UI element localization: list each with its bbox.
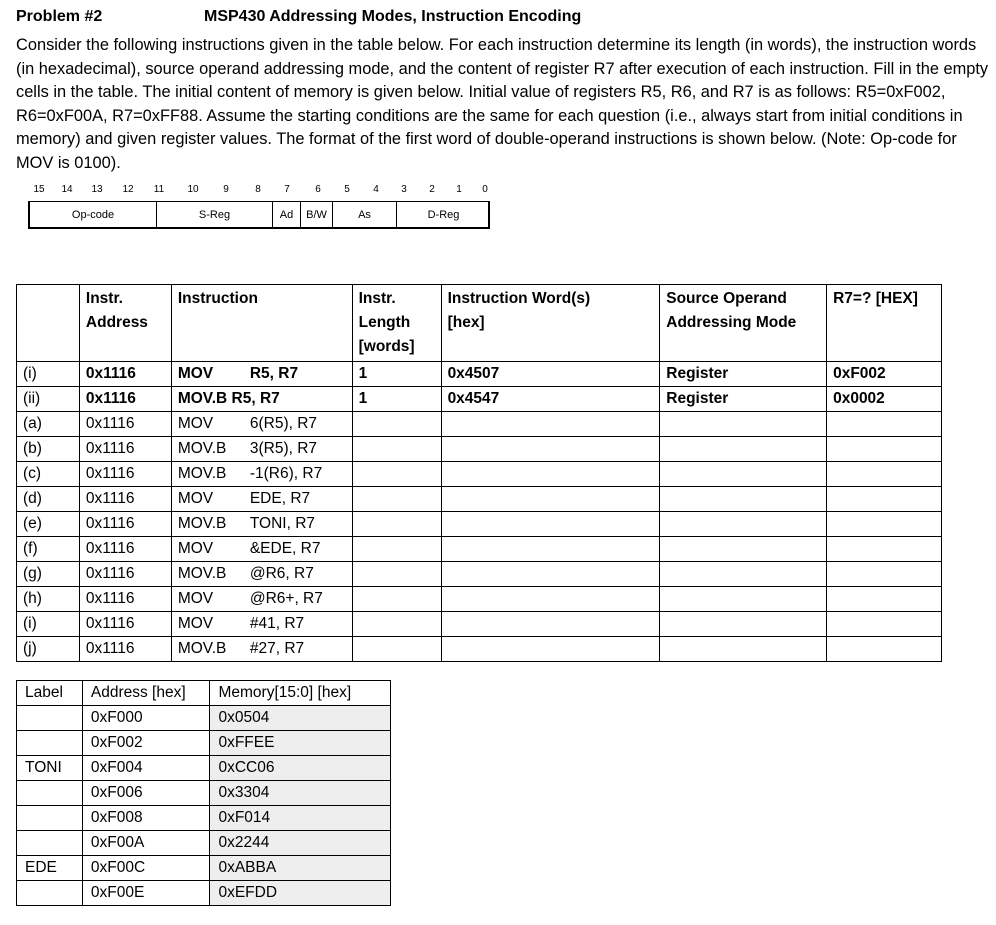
opcode-mnemonic: MOV.B	[177, 465, 227, 482]
table-row	[17, 487, 942, 512]
r7-value	[827, 412, 942, 437]
problem-number: Problem #2	[16, 8, 103, 25]
instr-length: 1	[352, 362, 441, 387]
addressing-mode	[660, 537, 827, 562]
instr-address: 0x1116	[79, 612, 171, 637]
header-r7: R7=? [HEX]	[827, 285, 942, 362]
memory-row	[17, 881, 391, 906]
operands: R5, R7	[249, 365, 299, 382]
field-ad: Ad	[272, 202, 300, 227]
opcode-mnemonic: MOV	[177, 590, 214, 607]
bit-number: 4	[373, 184, 379, 195]
memory-address: 0xF00A	[82, 831, 210, 856]
opcode-mnemonic: MOV	[177, 615, 214, 632]
instr-words	[441, 612, 660, 637]
memory-value: 0xEFDD	[210, 881, 391, 906]
instruction	[171, 512, 352, 537]
instruction	[171, 637, 352, 662]
row-id: (j)	[17, 637, 80, 662]
table-row	[17, 587, 942, 612]
table-row	[17, 512, 942, 537]
addressing-mode: Register	[660, 362, 827, 387]
memory-row	[17, 731, 391, 756]
header-words: Instruction Word(s) [hex]	[441, 285, 660, 362]
instr-address: 0x1116	[79, 587, 171, 612]
opcode-mnemonic: MOV.B	[177, 565, 227, 582]
memory-header-value: Memory[15:0] [hex]	[210, 681, 391, 706]
field-as: As	[332, 202, 396, 227]
memory-row	[17, 781, 391, 806]
instr-length	[352, 487, 441, 512]
memory-value: 0x0504	[210, 706, 391, 731]
memory-address: 0xF004	[82, 756, 210, 781]
addressing-mode	[660, 587, 827, 612]
addressing-mode	[660, 637, 827, 662]
bit-number: 13	[91, 184, 103, 195]
bit-number: 0	[482, 184, 488, 195]
table-header-row	[17, 285, 942, 362]
instr-words: 0x4547	[441, 387, 660, 412]
header-mode: Source Operand Addressing Mode	[660, 285, 827, 362]
instruction-format-diagram	[28, 201, 490, 229]
instr-words	[441, 462, 660, 487]
instr-address: 0x1116	[79, 637, 171, 662]
memory-label	[17, 781, 83, 806]
problem-subject: MSP430 Addressing Modes, Instruction Encoding	[204, 8, 582, 25]
bit-number: 1	[456, 184, 462, 195]
bit-numbers	[0, 184, 520, 198]
field-sreg: S-Reg	[156, 202, 272, 227]
memory-header-address: Address [hex]	[82, 681, 210, 706]
instr-words: 0x4507	[441, 362, 660, 387]
row-id: (f)	[17, 537, 80, 562]
r7-value	[827, 537, 942, 562]
r7-value	[827, 637, 942, 662]
table-row	[17, 362, 942, 387]
instr-words	[441, 562, 660, 587]
header-id	[17, 285, 80, 362]
header-length: Instr. Length [words]	[352, 285, 441, 362]
row-id: (b)	[17, 437, 80, 462]
instr-address: 0x1116	[79, 437, 171, 462]
table-row	[17, 612, 942, 637]
row-id: (i)	[17, 612, 80, 637]
memory-value: 0x3304	[210, 781, 391, 806]
instr-address: 0x1116	[79, 362, 171, 387]
operands: &EDE, R7	[249, 540, 321, 557]
table-row	[17, 437, 942, 462]
memory-label: EDE	[17, 856, 83, 881]
instr-length	[352, 637, 441, 662]
memory-row	[17, 831, 391, 856]
opcode-mnemonic: MOV.B	[177, 440, 227, 457]
memory-label: TONI	[17, 756, 83, 781]
instr-length	[352, 587, 441, 612]
operands: @R6+, R7	[249, 590, 323, 607]
memory-label	[17, 881, 83, 906]
instruction	[171, 487, 352, 512]
memory-label	[17, 806, 83, 831]
instr-words	[441, 487, 660, 512]
instr-length	[352, 512, 441, 537]
memory-address: 0xF00C	[82, 856, 210, 881]
r7-value	[827, 462, 942, 487]
bit-number: 14	[61, 184, 73, 195]
r7-value	[827, 562, 942, 587]
row-id: (c)	[17, 462, 80, 487]
row-id: (ii)	[17, 387, 80, 412]
instr-address: 0x1116	[79, 462, 171, 487]
bit-number: 11	[153, 184, 165, 195]
bit-number: 2	[429, 184, 435, 195]
memory-value: 0xCC06	[210, 756, 391, 781]
memory-value: 0xABBA	[210, 856, 391, 881]
addressing-mode: Register	[660, 387, 827, 412]
instruction	[171, 387, 352, 412]
bit-number: 12	[122, 184, 134, 195]
memory-row	[17, 856, 391, 881]
addressing-mode	[660, 562, 827, 587]
memory-table	[16, 680, 391, 906]
instruction-table	[16, 284, 942, 662]
instr-words	[441, 537, 660, 562]
memory-header-row	[17, 681, 391, 706]
instr-length	[352, 562, 441, 587]
row-id: (i)	[17, 362, 80, 387]
problem-statement: Consider the following instructions given in the table below. For each instruction determine its length (in words), the instruction words (in hexadecimal), source operand addressing mode, and the content of register R7 after execution of each instruction. Fill in the empty cells in the table. The initial content of memory is given below. Initial value of registers R5, R6, and R7 is as follows: R5=0xF002, R6=0xF00A, R7=0xFF88. Assume the starting conditions are the same for each question (i.e., always start from initial conditions in memory) and given register values. The format of the first word of double-operand instructions is shown below. (Note: Op-code for MOV is 0100).	[16, 36, 989, 172]
r7-value	[827, 437, 942, 462]
bit-number: 5	[344, 184, 350, 195]
operands: TONI, R7	[249, 515, 316, 532]
instr-words	[441, 437, 660, 462]
r7-value	[827, 487, 942, 512]
operands: 6(R5), R7	[249, 415, 318, 432]
instr-words	[441, 512, 660, 537]
row-id: (d)	[17, 487, 80, 512]
memory-label	[17, 731, 83, 756]
instr-address: 0x1116	[79, 412, 171, 437]
header-address: Instr. Address	[79, 285, 171, 362]
addressing-mode	[660, 412, 827, 437]
opcode-mnemonic: MOV	[177, 415, 214, 432]
addressing-mode	[660, 437, 827, 462]
memory-header-label: Label	[17, 681, 83, 706]
memory-row	[17, 806, 391, 831]
instruction	[171, 412, 352, 437]
table-row	[17, 462, 942, 487]
instruction	[171, 587, 352, 612]
bit-number: 6	[315, 184, 321, 195]
field-dreg: D-Reg	[396, 202, 490, 227]
instr-words	[441, 587, 660, 612]
addressing-mode	[660, 487, 827, 512]
instruction	[171, 612, 352, 637]
instruction	[171, 462, 352, 487]
opcode-mnemonic: MOV	[177, 490, 214, 507]
row-id: (g)	[17, 562, 80, 587]
memory-row	[17, 756, 391, 781]
instr-length	[352, 412, 441, 437]
bit-number: 15	[33, 184, 45, 195]
memory-label	[17, 831, 83, 856]
instr-address: 0x1116	[79, 562, 171, 587]
operands: R5, R7	[231, 390, 280, 407]
title-row	[16, 8, 582, 26]
row-id: (a)	[17, 412, 80, 437]
instr-words	[441, 412, 660, 437]
memory-value: 0xF014	[210, 806, 391, 831]
addressing-mode	[660, 462, 827, 487]
bit-number: 10	[187, 184, 199, 195]
table-row	[17, 562, 942, 587]
operands: -1(R6), R7	[249, 465, 323, 482]
opcode-mnemonic: MOV.B	[177, 640, 227, 657]
row-id: (e)	[17, 512, 80, 537]
operands: 3(R5), R7	[249, 440, 318, 457]
memory-address: 0xF008	[82, 806, 210, 831]
table-row	[17, 537, 942, 562]
memory-value: 0xFFEE	[210, 731, 391, 756]
instr-address: 0x1116	[79, 512, 171, 537]
instruction	[171, 537, 352, 562]
bit-number: 9	[223, 184, 229, 195]
memory-label	[17, 706, 83, 731]
instr-length	[352, 537, 441, 562]
table-row	[17, 637, 942, 662]
instr-address: 0x1116	[79, 487, 171, 512]
opcode-mnemonic: MOV	[177, 365, 214, 382]
opcode-mnemonic: MOV.B	[177, 390, 228, 407]
r7-value	[827, 612, 942, 637]
operands: EDE, R7	[249, 490, 311, 507]
instr-address: 0x1116	[79, 537, 171, 562]
instr-address: 0x1116	[79, 387, 171, 412]
instruction	[171, 437, 352, 462]
table-row	[17, 412, 942, 437]
addressing-mode	[660, 512, 827, 537]
memory-value: 0x2244	[210, 831, 391, 856]
operands: @R6, R7	[249, 565, 314, 582]
r7-value	[827, 512, 942, 537]
instr-length	[352, 612, 441, 637]
r7-value	[827, 587, 942, 612]
table-row	[17, 387, 942, 412]
instr-length: 1	[352, 387, 441, 412]
memory-address: 0xF00E	[82, 881, 210, 906]
r7-value: 0xF002	[827, 362, 942, 387]
field-opcode: Op-code	[71, 208, 115, 221]
operands: #27, R7	[249, 640, 305, 657]
instruction	[171, 562, 352, 587]
header-instruction: Instruction	[171, 285, 352, 362]
opcode-mnemonic: MOV	[177, 540, 214, 557]
instr-length	[352, 462, 441, 487]
instr-length	[352, 437, 441, 462]
field-bw: B/W	[300, 202, 332, 227]
memory-address: 0xF002	[82, 731, 210, 756]
bit-number: 8	[255, 184, 261, 195]
row-id: (h)	[17, 587, 80, 612]
operands: #41, R7	[249, 615, 305, 632]
r7-value: 0x0002	[827, 387, 942, 412]
memory-address: 0xF000	[82, 706, 210, 731]
instr-words	[441, 637, 660, 662]
instruction	[171, 362, 352, 387]
opcode-mnemonic: MOV.B	[177, 515, 227, 532]
memory-address: 0xF006	[82, 781, 210, 806]
bit-number: 7	[284, 184, 290, 195]
bit-number: 3	[401, 184, 407, 195]
memory-row	[17, 706, 391, 731]
addressing-mode	[660, 612, 827, 637]
